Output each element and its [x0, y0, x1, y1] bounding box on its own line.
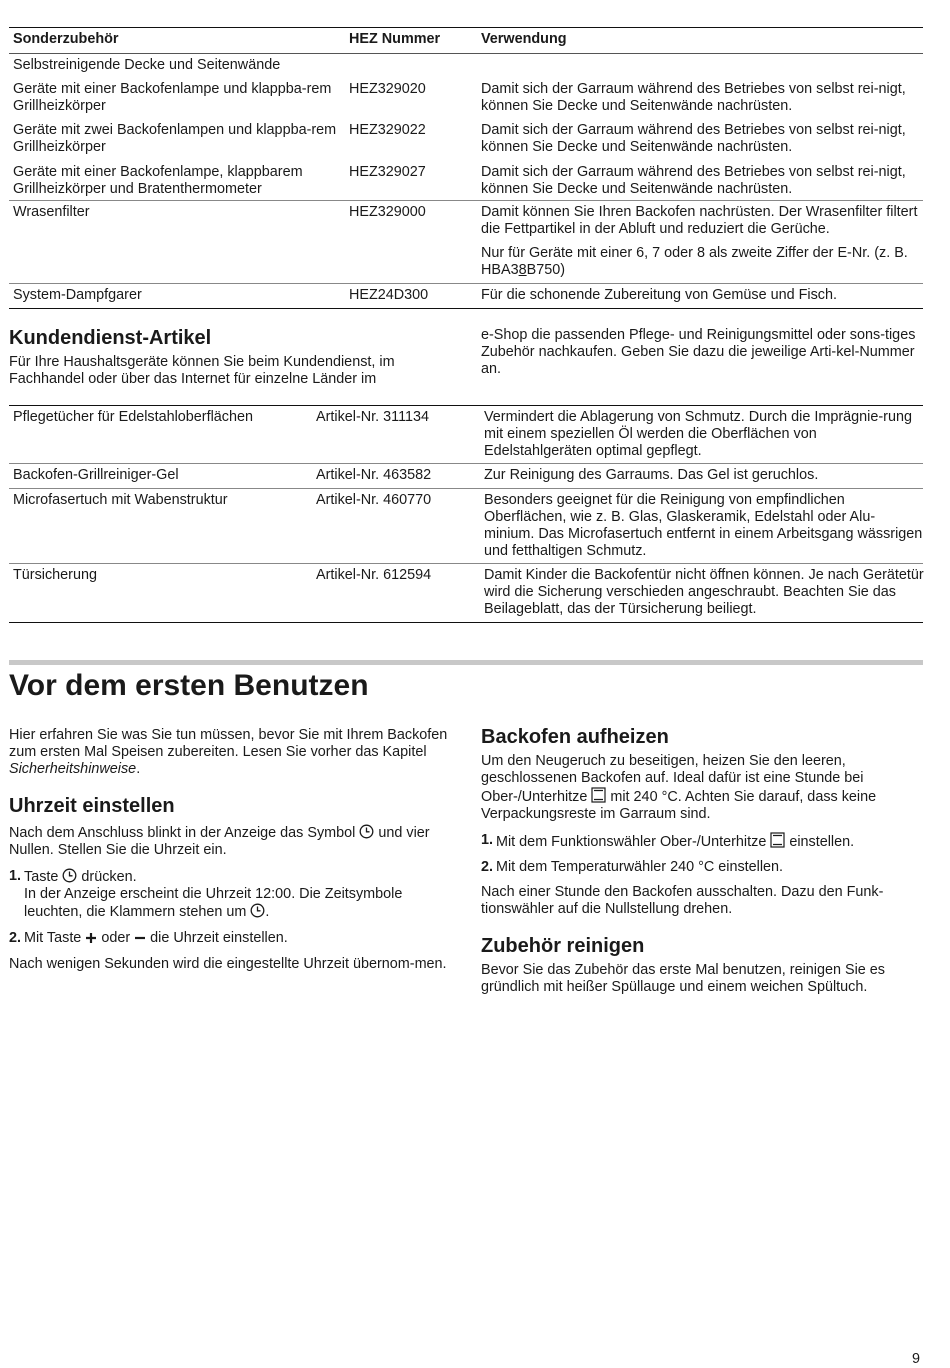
step-number: 2. — [481, 859, 494, 875]
row-use-note — [481, 245, 921, 279]
left-column — [9, 727, 454, 973]
intro-paragraph — [9, 727, 454, 778]
uhrzeit-step-2 — [9, 930, 454, 947]
row-use: Damit sich der Garraum während des Betriebes von selbst rei-nigt, können Sie Decke und Seitenwände nachrüsten. — [481, 122, 906, 155]
article-use: Zur Reinigung des Garraums. Das Gel ist geruchlos. — [484, 467, 819, 483]
article-number: Artikel-Nr. 460770 — [316, 492, 432, 508]
note-digit: 8 — [518, 262, 527, 278]
minus-icon — [134, 932, 146, 944]
row-use: Für die schonende Zubereitung von Gemüse und Fisch. — [481, 287, 837, 303]
oven-top-bottom-heat-icon — [591, 787, 606, 803]
step-number: 2. — [9, 930, 22, 946]
article-number: Artikel-Nr. 311134 — [316, 409, 430, 425]
kundendienst-text-right: e-Shop die passenden Pflege- und Reinigungsmittel oder sons-tiges Zubehör nachkaufen. Geben Sie dazu die jeweilige Arti-kel-Nummer an. — [481, 327, 916, 377]
table-row — [9, 564, 923, 623]
article-number: Artikel-Nr. 463582 — [316, 467, 432, 483]
row-number: HEZ24D300 — [349, 287, 429, 303]
uhrzeit-text-end: und vier Nullen. Stellen Sie die Uhrzeit ein. — [9, 825, 430, 858]
table-row — [9, 284, 923, 309]
step-text: Taste — [24, 869, 59, 885]
oven-top-bottom-heat-icon — [770, 832, 785, 848]
note-text-end: B750) — [526, 262, 566, 278]
step-number: 1. — [9, 868, 22, 884]
section-title: Vor dem ersten Benutzen — [9, 669, 369, 702]
table-row — [9, 464, 923, 489]
kundendienst-text-left: Für Ihre Haushaltsgeräte können Sie beim Kundendienst, im Fachhandel oder über das Internet für einzelne Länder im — [9, 354, 395, 387]
row-name: Geräte mit einer Backofenlampe und klappba-rem Grillheizkörper — [13, 81, 332, 114]
accessories-table — [9, 27, 923, 309]
row-name: System-Dampfgarer — [13, 287, 142, 303]
section-divider — [9, 660, 923, 665]
row-use: Damit sich der Garraum während des Betriebes von selbst rei-nigt, können Sie Decke und Seitenwände nachrüsten. — [481, 81, 906, 114]
row-number: HEZ329020 — [349, 81, 426, 97]
page-number: 9 — [912, 1351, 921, 1367]
aufheizen-heading: Backofen aufheizen — [481, 726, 669, 748]
step-text: Mit Taste — [24, 930, 82, 946]
table-row — [9, 54, 923, 78]
step-text-end: einstellen. — [789, 834, 855, 850]
table-row — [9, 78, 923, 119]
clock-icon — [250, 903, 265, 918]
row-number: HEZ329022 — [349, 122, 426, 138]
zubehoer-heading: Zubehör reinigen — [481, 935, 645, 957]
plus-icon — [85, 932, 97, 944]
header-sonderzubehoer: Sonderzubehör — [13, 31, 119, 47]
article-use: Damit Kinder die Backofentür nicht öffnen können. Je nach Gerätetür wird die Sicherung verschieden angeschraubt. Beachten Sie das Beilageblatt, das der Türsicherung beiliegt. — [484, 567, 924, 617]
row-name: Geräte mit einer Backofenlampe, klappbarem Grillheizkörper und Bratenthermometer — [13, 164, 303, 197]
step-number: 1. — [481, 832, 494, 848]
table-row — [9, 489, 923, 564]
service-articles-table — [9, 405, 923, 623]
row-use: Damit sich der Garraum während des Betriebes von selbst rei-nigt, können Sie Decke und Seitenwände nachrüsten. — [481, 164, 906, 197]
clock-icon — [359, 824, 374, 839]
table-row — [9, 201, 923, 284]
step-result-text: In der Anzeige erscheint die Uhrzeit 12:00. Die Zeitsymbole leuchten, die Klammern stehen um — [24, 886, 403, 920]
aufheizen-step-1 — [481, 832, 923, 851]
clock-icon — [62, 868, 77, 883]
uhrzeit-text: Nach dem Anschluss blinkt in der Anzeige das Symbol — [9, 825, 356, 841]
article-use: Besonders geeignet für die Reinigung von empfindlichen Oberflächen, wie z. B. Glas, Glaskeramik, Edelstahl oder Alu-minium. Das Microfasertuch entfernt in einem Arbeitsgang wässrigen und fetthaltigen Schmutz. — [484, 492, 923, 559]
right-column — [481, 725, 923, 996]
aufheizen-step-2 — [481, 859, 923, 876]
table-header — [9, 27, 923, 54]
uhrzeit-paragraph-2: Nach wenigen Sekunden wird die eingestellte Uhrzeit übernom-men. — [9, 956, 447, 972]
aufheizen-text-end: mit 240 °C. Achten Sie darauf, dass keine Verpackungsreste im Garraum sind. — [481, 789, 877, 822]
article-name: Backofen-Grillreiniger-Gel — [13, 467, 179, 483]
row-name: Geräte mit zwei Backofenlampen und klappba-rem Grillheizkörper — [13, 122, 337, 155]
note-text: Nur für Geräte mit einer 6, 7 oder 8 als zweite Ziffer der E-Nr. (z. B. HBA3 — [481, 245, 908, 278]
uhrzeit-step-1 — [9, 868, 454, 886]
row-number: HEZ329027 — [349, 164, 426, 180]
row-name: Wrasenfilter — [13, 204, 90, 220]
intro-italic: Sicherheitshinweise — [9, 761, 137, 777]
zubehoer-paragraph: Bevor Sie das Zubehör das erste Mal benutzen, reinigen Sie es gründlich mit heißer Spüllauge und einem weichen Spültuch. — [481, 962, 885, 995]
article-name: Microfasertuch mit Wabenstruktur — [13, 492, 228, 508]
step-result-end: . — [265, 904, 270, 920]
table-row — [9, 119, 923, 161]
article-name: Pflegetücher für Edelstahloberflächen — [13, 409, 253, 425]
article-number: Artikel-Nr. 612594 — [316, 567, 432, 583]
uhrzeit-heading: Uhrzeit einstellen — [9, 795, 175, 817]
header-verwendung: Verwendung — [481, 31, 567, 47]
row-use-text: Damit können Sie Ihren Backofen nachrüsten. Der Wrasenfilter filtert die Fettpartikel in der Abluft und reduziert die Gerüche. — [481, 204, 918, 237]
intro-end: . — [136, 761, 141, 777]
intro-text: Hier erfahren Sie was Sie tun müssen, bevor Sie mit Ihrem Backofen zum ersten Mal Speisen zubereiten. Lesen Sie vorher das Kapitel — [9, 727, 448, 760]
aufheizen-text: Um den Neugeruch zu beseitigen, heizen Sie den leeren, geschlossenen Backofen auf. Ideal dafür ist eine Stunde bei Ober-/Unterhitze — [481, 753, 864, 805]
uhrzeit-paragraph — [9, 824, 454, 859]
header-hez-nummer: HEZ Nummer — [349, 31, 441, 47]
step-text-mid: oder — [101, 930, 131, 946]
table-row — [9, 406, 923, 464]
aufheizen-paragraph — [481, 753, 923, 823]
row-use — [481, 204, 921, 279]
step-text-end: drücken. — [81, 869, 137, 885]
aufheizen-paragraph-2: Nach einer Stunde den Backofen ausschalten. Dazu den Funk-tionswähler auf die Nullstellung drehen. — [481, 884, 884, 917]
article-use: Vermindert die Ablagerung von Schmutz. Durch die Imprägnie-rung mit einem speziellen Öl werden die Oberflächen von Edelstahlgeräten optimal gepflegt. — [484, 409, 912, 459]
table-row — [9, 161, 923, 201]
uhrzeit-step-1-result — [9, 886, 454, 921]
step-text: Mit dem Funktionswähler Ober-/Unterhitze — [496, 834, 767, 850]
kundendienst-heading: Kundendienst-Artikel — [9, 327, 212, 349]
row-number: HEZ329000 — [349, 204, 426, 220]
step-text-end: die Uhrzeit einstellen. — [150, 930, 288, 946]
article-name: Türsicherung — [13, 567, 97, 583]
step-text: Mit dem Temperaturwähler 240 °C einstellen. — [496, 859, 784, 875]
row-name: Selbstreinigende Decke und Seitenwände — [13, 57, 281, 73]
